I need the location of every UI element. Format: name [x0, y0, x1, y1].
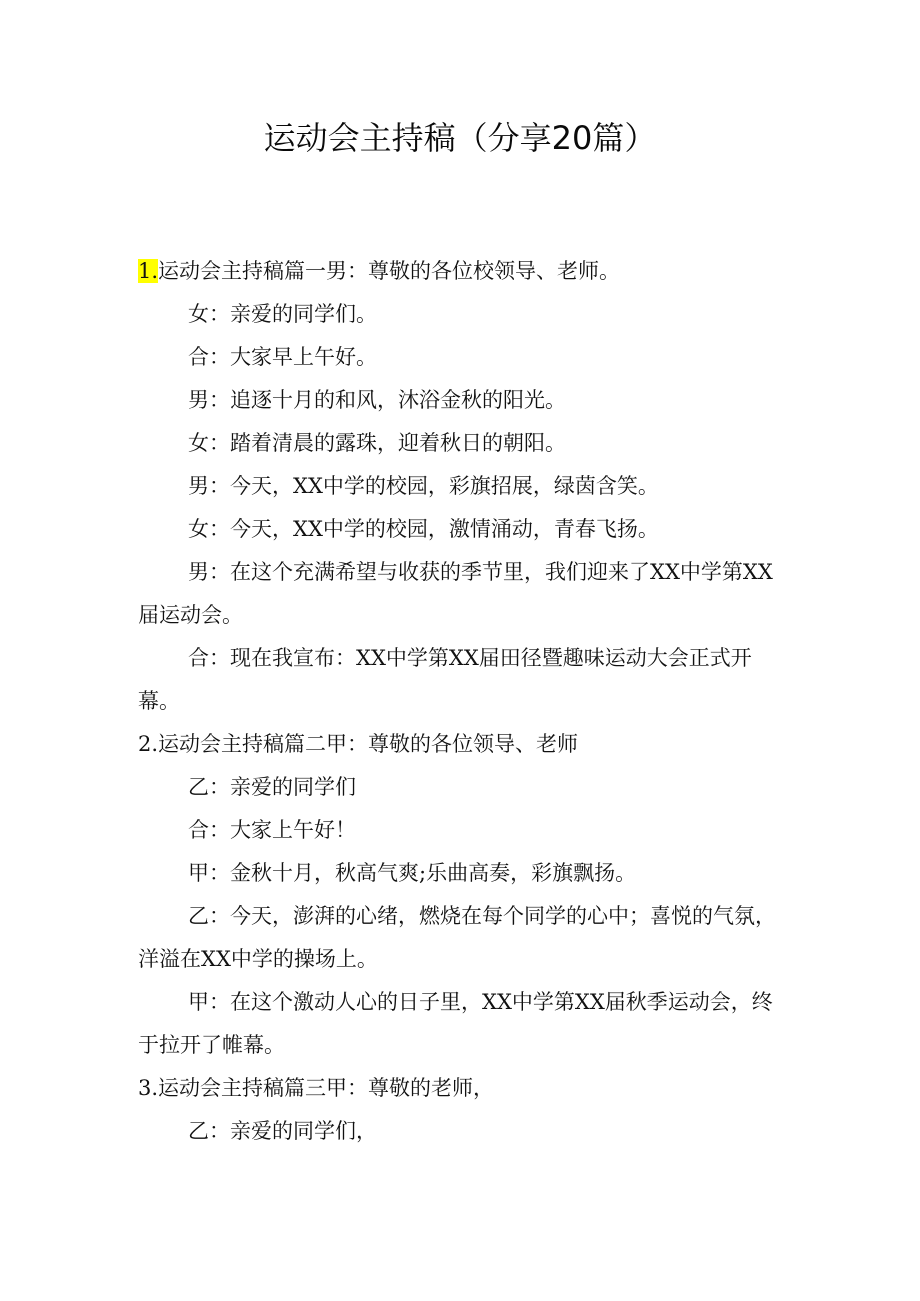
section-heading-text-1: 运动会主持稿篇一男：尊敬的各位校领导、老师。: [158, 259, 621, 283]
section-number-3: 3: [138, 1076, 152, 1100]
dialogue-line: 女：今天，XX中学的校园，激情涌动，青春飞扬。: [188, 517, 659, 541]
dialogue-line: 甲：金秋十月，秋高气爽;乐曲高奏，彩旗飘扬。: [188, 861, 637, 885]
section-number-2: 2: [138, 732, 152, 756]
dialogue-line: 甲：在这个激动人心的日子里，XX中学第XX届秋季运动会，终于拉开了帷幕。: [138, 990, 773, 1057]
document-body: [138, 250, 778, 1153]
dialogue-line: 男：今天，XX中学的校园，彩旗招展，绿茵含笑。: [188, 474, 659, 498]
section-heading-3: [138, 1067, 778, 1110]
section-heading-2: [138, 723, 778, 766]
dialogue-line: 合：大家早上午好。: [188, 345, 377, 369]
section-heading-text-2: .运动会主持稿篇二甲：尊敬的各位领导、老师: [151, 732, 579, 756]
dialogue-line: 男：在这个充满希望与收获的季节里，我们迎来了XX中学第XX届运动会。: [138, 560, 773, 627]
dialogue-line: 乙：亲爱的同学们: [188, 775, 356, 799]
dialogue-line: 女：亲爱的同学们。: [188, 302, 377, 326]
dialogue-line: 男：追逐十月的和风，沐浴金秋的阳光。: [188, 388, 566, 412]
dialogue-line: 合：大家上午好！: [188, 818, 356, 842]
document-title: 运动会主持稿（分享20篇）: [263, 119, 657, 157]
section-heading-text-3: .运动会主持稿篇三甲：尊敬的老师，: [151, 1076, 495, 1100]
dialogue-line: 女：踏着清晨的露珠，迎着秋日的朝阳。: [188, 431, 566, 455]
dialogue-line: 合：现在我宣布：XX中学第XX届田径暨趣味运动大会正式开幕。: [138, 646, 752, 713]
section-number-1: 1.: [138, 259, 159, 283]
dialogue-line: 乙：今天，澎湃的心绪，燃烧在每个同学的心中；喜悦的气氛，洋溢在XX中学的操场上。: [138, 904, 776, 971]
section-heading-1: [138, 250, 778, 293]
dialogue-line: 乙：亲爱的同学们，: [188, 1119, 377, 1143]
